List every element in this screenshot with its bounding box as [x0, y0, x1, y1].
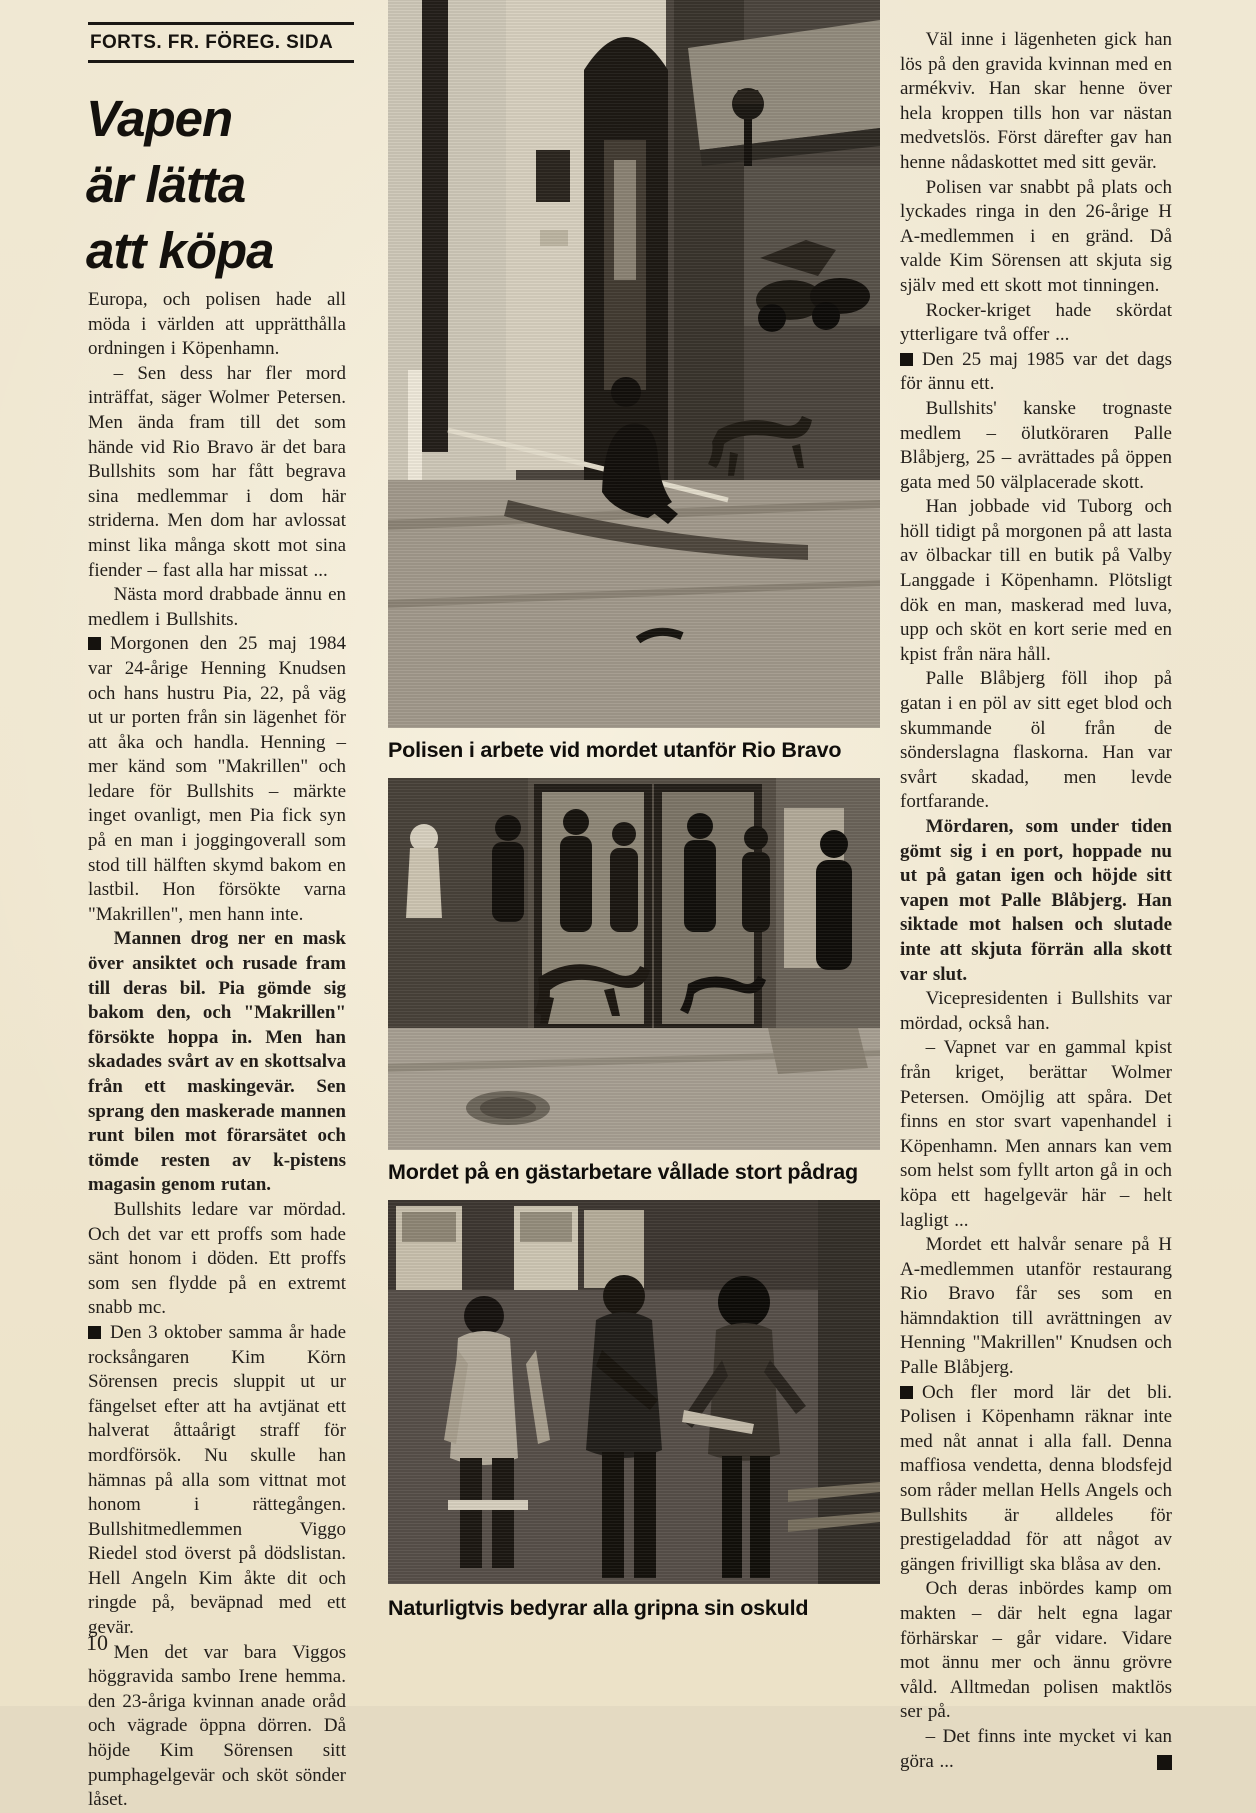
paragraph: Han jobbade vid Tuborg och höll tidigt på morgonen på att lasta av ölbackar till en butik på Valby Langgade i Köpenhamn. Plötsligt dök en man, maskerad med luva, upp och sköt en kort serie med en kpist från nära håll. [900, 496, 1172, 665]
page-number: 10 [86, 1630, 108, 1655]
photo-2-caption: Mordet på en gästarbetare vållade stort pådrag [388, 1160, 858, 1184]
photo-police-dogs-storefront [388, 778, 880, 1150]
paragraph: Mordet ett halvår senare på H A-medlemmen utanför restaurang Rio Bravo får ses som en hämndaktion till avrättningen av Henning "Makrillen" Knudsen och Palle Blåbjerg. [900, 1234, 1172, 1379]
square-bullet-icon [900, 353, 913, 366]
photo-crime-scene-rio-bravo [388, 0, 880, 728]
paragraph: Europa, och polisen hade all möda i världen att upprätthålla ordningen i Köpenhamn. [88, 289, 346, 360]
paragraph: Mördaren, som under tiden gömt sig i en port, hoppade nu ut på gatan igen och höjde sitt vapen mot Palle Blåbjerg. Han siktade mot halsen och slutade inte att skjuta förrän alla skott var slut. [900, 816, 1172, 985]
paragraph: Palle Blåbjerg föll ihop på gatan i en pöl av sitt eget blod och skummande öl från de sönderslagna flaskorna. Han var svårt skadad, men levde fortfarande. [900, 668, 1172, 813]
paragraph: Mannen drog ner en mask över ansiktet och rusade fram till deras bil. Pia gömde sig bakom den, och "Makrillen" försökte hoppa in. Men han skadades svårt av en skottsalva från ett maskingevär. Sen sprang den maskerade mannen runt bilen mot förarsätet och tömde resten av k-pistens magasin genom rutan. [88, 928, 346, 1196]
photo-3-illustration [388, 1200, 880, 1584]
article-end-mark-icon [1157, 1755, 1172, 1770]
paragraph: Väl inne i lägenheten gick han lös på den gravida kvinnan med en armékviv. Han skar henne över hela kroppen tills hon var nästan medvetslös. Först därefter gav han henne nådaskottet med sitt gevär. [900, 29, 1172, 173]
paragraph: Den 3 oktober samma år hade rocksångaren Kim Körn Sörensen precis sluppit ut ur fängelset efter att ha avtjänat ett halverat åttaårigt straff för mordförsök. Nu skulle han hämnas på alla som vittnat mot honom i rättegången. Bullshitmedlemmen Viggo Riedel stod överst på dödslistan. Hell Angeln Kim åkte dit och ringde på, beväpnad med ett gevär. [88, 1321, 346, 1639]
paragraph: Bullshits ledare var mördad. Och det var ett proffs som hade sänt honom i döden. Ett proffs som sen flydde på en extremt snabb mc. [88, 1198, 346, 1319]
paragraph: Morgonen den 25 maj 1984 var 24-årige Henning Knudsen och hans hustru Pia, 22, på väg ut ur porten från sin lägenhet för att åka och handla. Henning – mer känd som "Makrillen" och ledare för Bullshits – märkte inget ovanligt, men Pia fick syn på en man i joggingoverall som stod till hälften skymd bakom en lastbil. Hon försökte varna "Makrillen", men hann inte. [88, 633, 346, 925]
paragraph: Och fler mord lär det bli. Polisen i Köpenhamn räknar inte med nåt annat i alla fall. Denna maffiosa vendetta, denna blodsfejd som råder mellan Hells Angels och Bullshits är alldeles för prestigeladdad för att något av gängen frivilligt ska blåsa av den. [900, 1381, 1172, 1575]
headline-line-2: är lätta [86, 156, 246, 213]
paragraph: Bullshits' kanske trognaste medlem – ölutköraren Palle Blåbjerg, 25 – avrättades på öppen gata med 50 välplacerade skott. [900, 397, 1172, 493]
headline-line-1: Vapen [86, 90, 233, 147]
kicker-block [88, 22, 354, 63]
square-bullet-icon [88, 1326, 101, 1339]
photo-3-caption: Naturligtvis bedyrar alla gripna sin oskuld [388, 1596, 809, 1620]
square-bullet-icon [900, 1386, 913, 1399]
photo-arrested-men [388, 1200, 880, 1584]
paragraph: Men det var bara Viggos höggravida sambo Irene hemma. den 23-åriga kvinnan anade oråd och vägrade öppna dörren. Då höjde Kim Sörensen sitt pumphagelgevär och sköt sönder låset. [88, 1641, 346, 1811]
right-column [900, 28, 1172, 1774]
kicker-bottom-rule [88, 60, 354, 63]
headline [86, 86, 366, 284]
paragraph: Vicepresidenten i Bullshits var mördad, också han. [900, 988, 1172, 1034]
paragraph: – Vapnet var en gammal kpist från kriget, berättar Wolmer Petersen. Omöjlig att spåra. Det finns en stor svart vapenhandel i Köpenhamn. Men annars kan vem som helst som fyllt arton gå in och köpa ett hagelgevär här – helt lagligt ... [900, 1037, 1172, 1231]
headline-line-3: att köpa [86, 222, 274, 279]
square-bullet-icon [88, 637, 101, 650]
photo-2-illustration [388, 778, 880, 1150]
kicker-text: FORTS. FR. FÖREG. SIDA [90, 32, 334, 53]
paragraph: Och deras inbördes kamp om makten – där helt egna lagar förhärskar – går vidare. Vidare mot ännu mer och ännu grövre våld. Alltmedan polisen maktlös ser på. [900, 1578, 1172, 1723]
photo-1-illustration [388, 0, 880, 728]
paragraph: Nästa mord drabbade ännu en medlem i Bullshits. [88, 584, 346, 630]
paragraph: Rocker-kriget hade skördat ytterligare två offer ... [900, 299, 1172, 346]
paragraph: – Sen dess har fler mord inträffat, säger Wolmer Petersen. Men ända fram till det som hände vid Rio Bravo är det bara Bullshits som har fått begrava sina medlemmar i dom här striderna. Men dom har avlossat minst lika många skott mot sina fiender – fast alla har missat ... [88, 362, 346, 581]
paragraph: Den 25 maj 1985 var det dags för ännu ett. [900, 348, 1172, 395]
paragraph: – Det finns inte mycket vi kan göra ... [900, 1725, 1172, 1772]
left-column [88, 288, 346, 1813]
paragraph: Polisen var snabbt på plats och lyckades ringa in den 26-årige H A-medlemmen i en gränd. Då valde Kim Sörensen att skjuta sig själv med ett skott mot tinningen. [900, 176, 1172, 296]
photo-1-caption: Polisen i arbete vid mordet utanför Rio Bravo [388, 738, 842, 762]
